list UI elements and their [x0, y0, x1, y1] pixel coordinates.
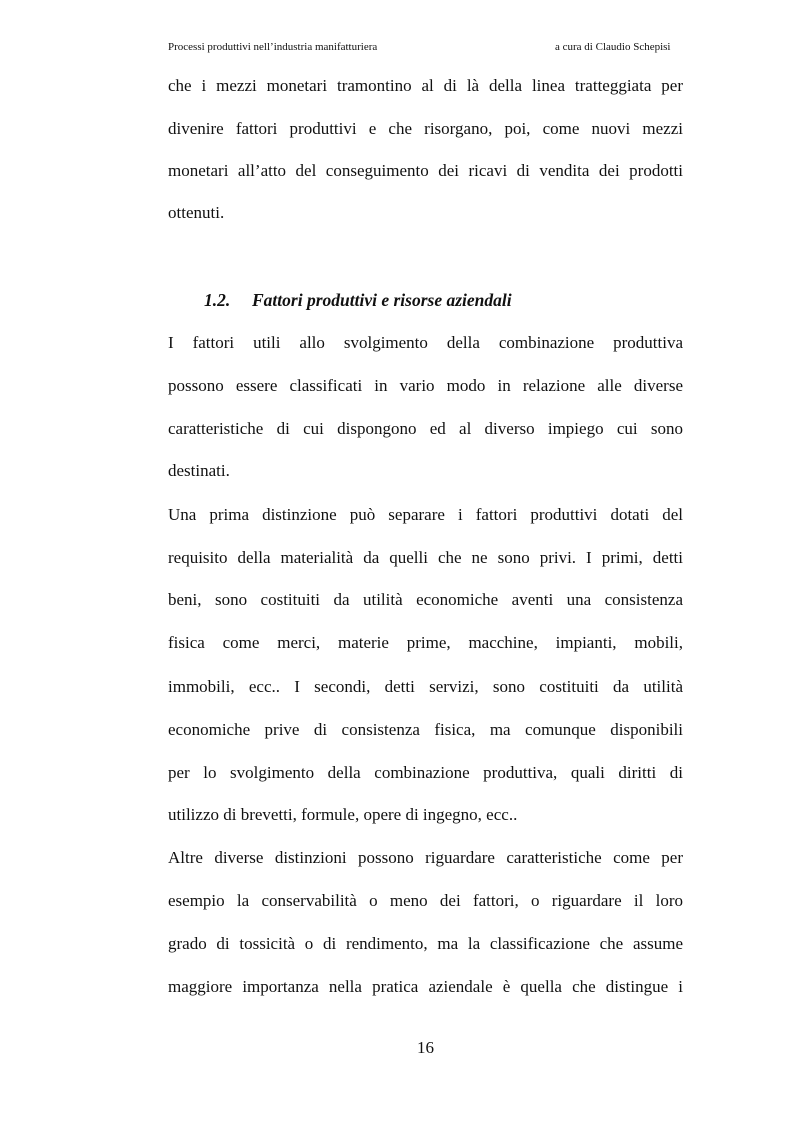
text-line: immobili, ecc.. I secondi, detti servizi, sono costituiti da utilità — [168, 677, 683, 696]
text-line: utilizzo di brevetti, formule, opere di ingegno, ecc.. — [168, 805, 518, 824]
text-line: che i mezzi monetari tramontino al di là della linea tratteggiata per — [168, 76, 683, 95]
section-heading — [204, 289, 512, 311]
text-line: Una prima distinzione può separare i fattori produttivi dotati del — [168, 505, 683, 524]
text-line: ottenuti. — [168, 203, 225, 222]
text-line: requisito della materialità da quelli che ne sono privi. I primi, detti — [168, 548, 683, 567]
text-line: destinati. — [168, 461, 230, 480]
text-line: per lo svolgimento della combinazione produttiva, quali diritti di — [168, 763, 683, 782]
text-line: esempio la conservabilità o meno dei fattori, o riguardare il loro — [168, 891, 683, 910]
text-line: fisica come merci, materie prime, macchine, impianti, mobili, — [168, 633, 683, 652]
section-number: 1.2. — [204, 290, 231, 310]
text-line: beni, sono costituiti da utilità economiche aventi una consistenza — [168, 590, 683, 609]
text-line: economiche prive di consistenza fisica, ma comunque disponibili — [168, 720, 683, 739]
header-document-title: Processi produttivi nell’industria manifatturiera — [168, 41, 378, 53]
page-number: 16 — [417, 1038, 434, 1057]
text-line: Altre diverse distinzioni possono riguardare caratteristiche come per — [168, 848, 683, 867]
text-line: possono essere classificati in vario modo in relazione alle diverse — [168, 376, 683, 395]
text-line: I fattori utili allo svolgimento della combinazione produttiva — [168, 333, 683, 352]
text-line: maggiore importanza nella pratica aziendale è quella che distingue i — [168, 977, 683, 996]
text-line: grado di tossicità o di rendimento, ma la classificazione che assume — [168, 934, 683, 953]
text-line: monetari all’atto del conseguimento dei ricavi di vendita dei prodotti — [168, 161, 683, 180]
header-author: a cura di Claudio Schepisi — [555, 41, 671, 53]
section-title: Fattori produttivi e risorse aziendali — [252, 290, 512, 310]
text-line: caratteristiche di cui dispongono ed al diverso impiego cui sono — [168, 419, 683, 438]
text-line: divenire fattori produttivi e che risorgano, poi, come nuovi mezzi — [168, 119, 683, 138]
